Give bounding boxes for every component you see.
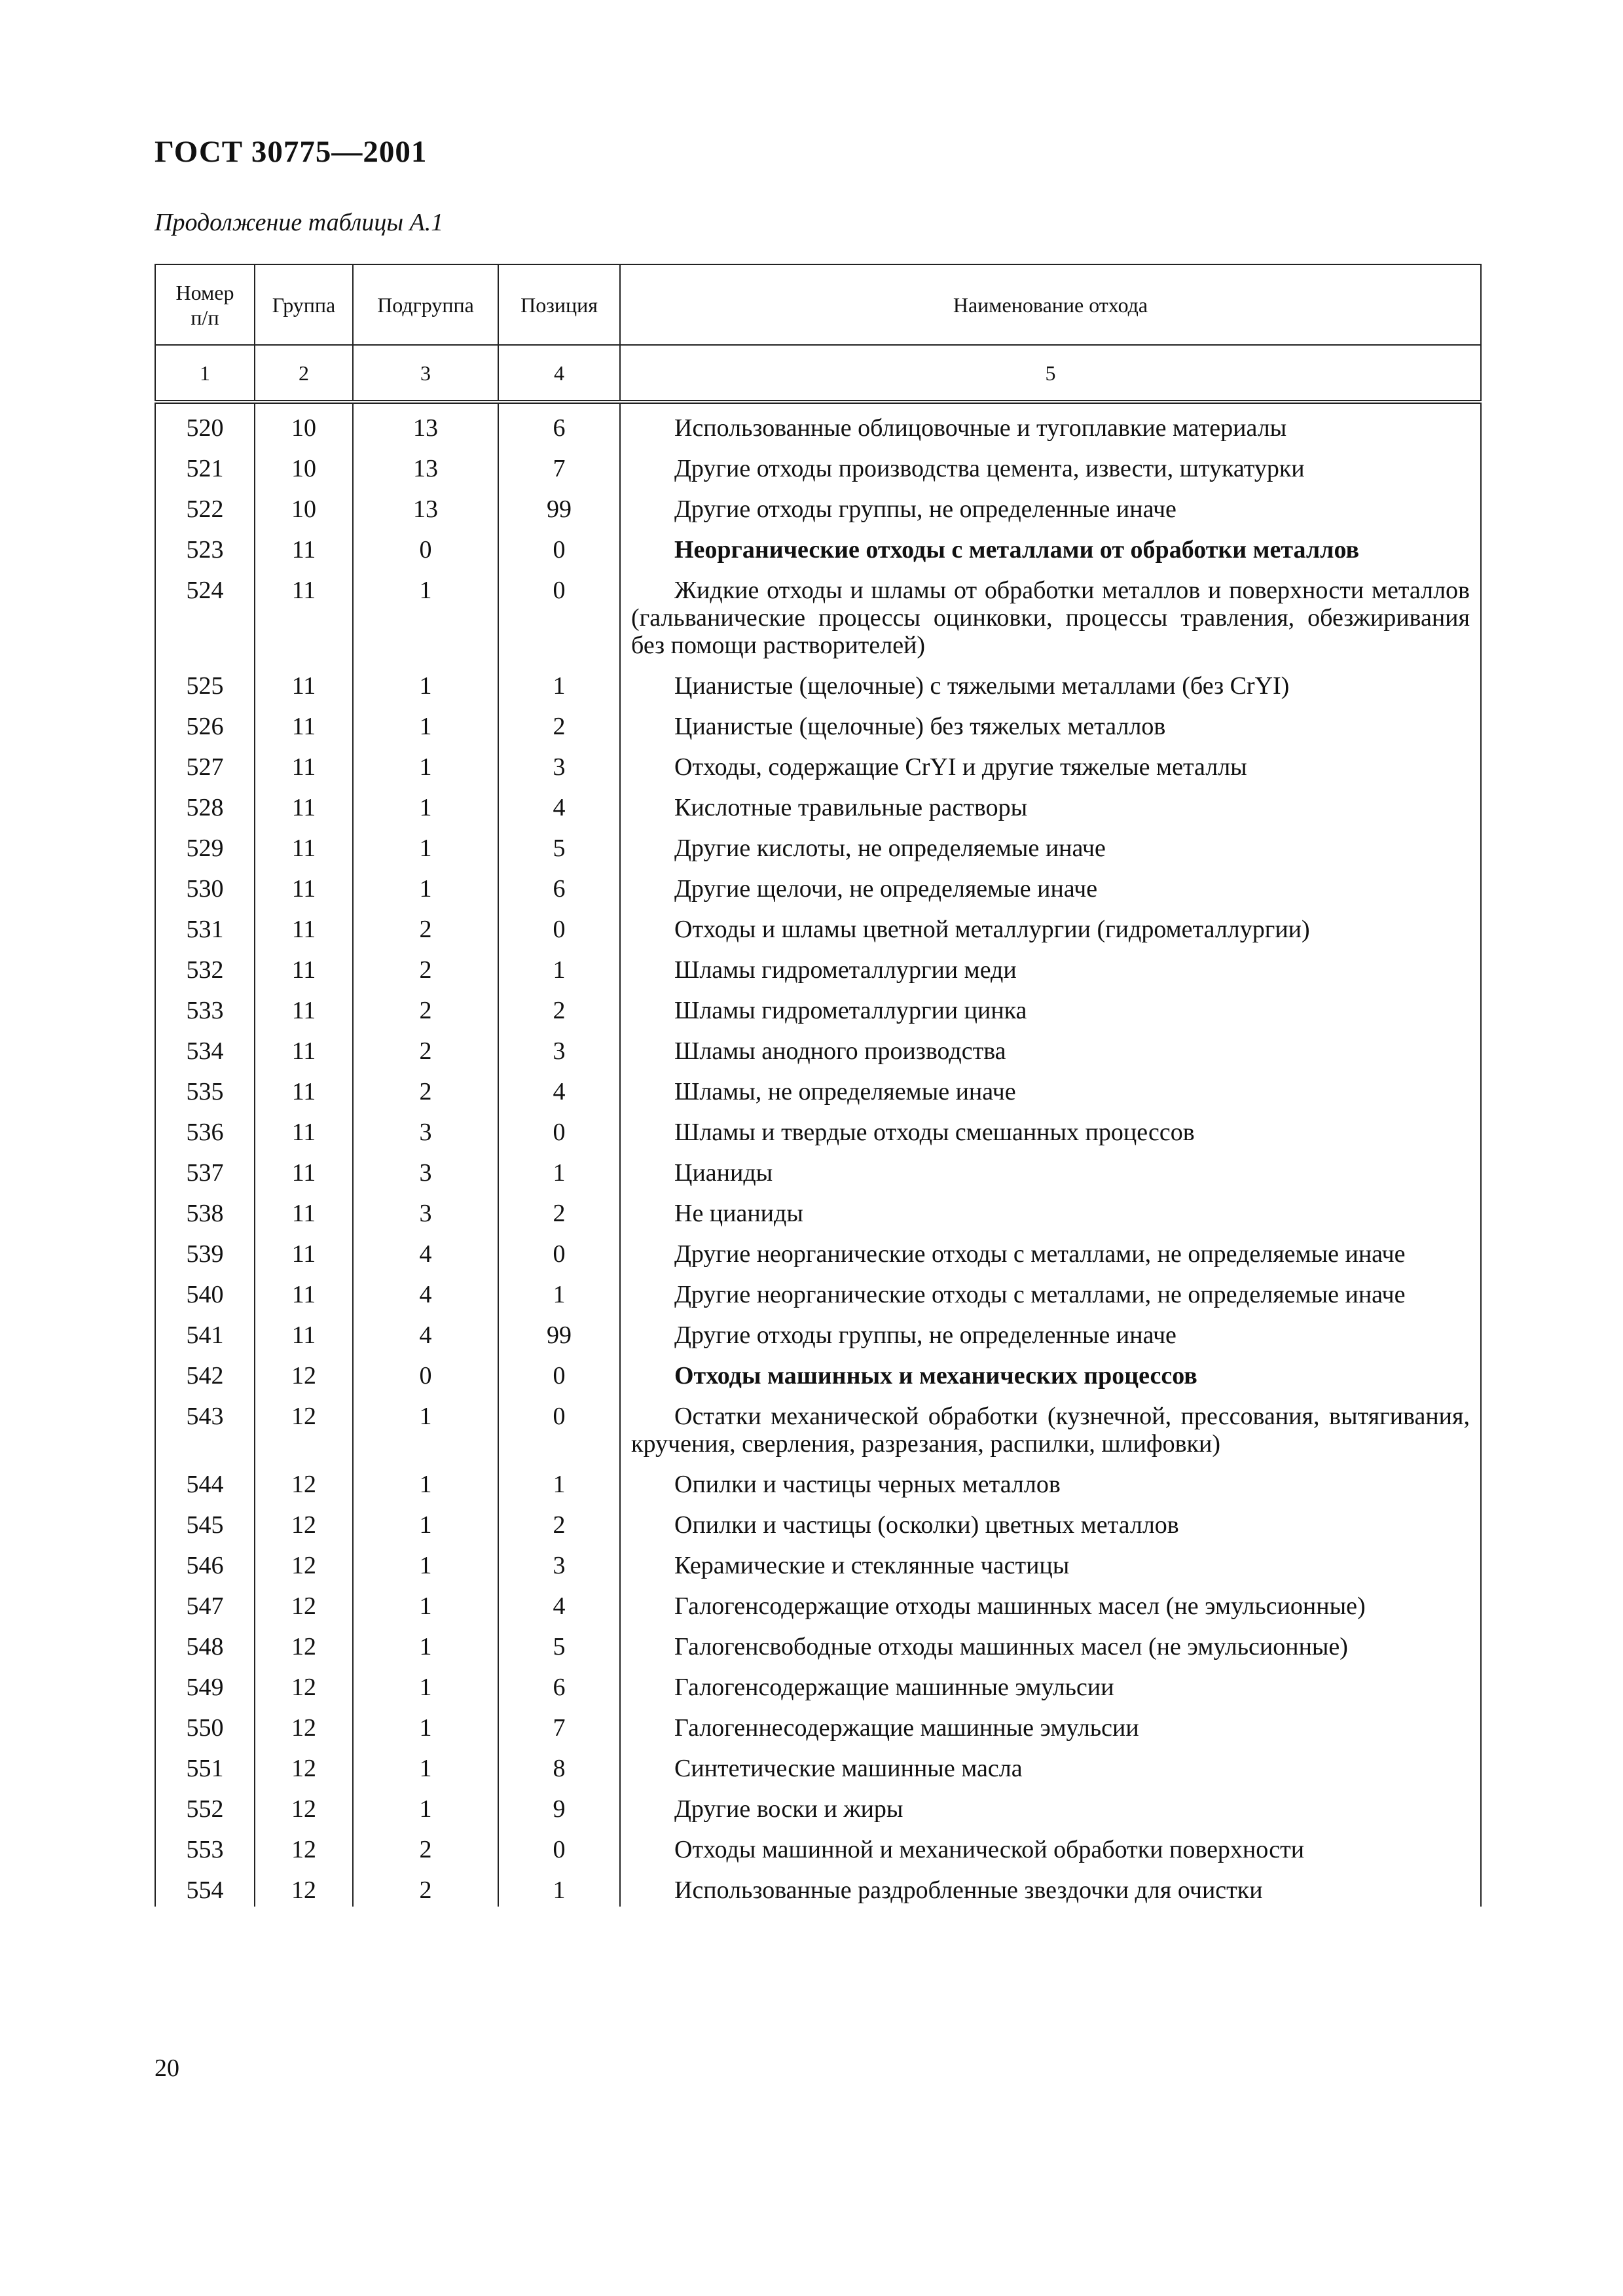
subgroup-cell: 4 <box>353 1270 498 1311</box>
group-cell: 11 <box>255 1270 353 1311</box>
position-cell: 99 <box>498 1311 620 1352</box>
row-number-cell: 530 <box>155 865 255 905</box>
table-row <box>155 1825 1481 1866</box>
subgroup-cell: 1 <box>353 662 498 702</box>
group-cell: 12 <box>255 1663 353 1704</box>
group-cell: 12 <box>255 1352 353 1392</box>
waste-name-cell: Кислотные травильные растворы <box>620 783 1481 824</box>
row-number-cell: 535 <box>155 1067 255 1108</box>
position-cell: 0 <box>498 905 620 946</box>
position-cell: 1 <box>498 1460 620 1501</box>
group-cell: 11 <box>255 1027 353 1067</box>
waste-name-cell: Цианиды <box>620 1149 1481 1189</box>
group-cell: 12 <box>255 1825 353 1866</box>
waste-name-cell: Неорганические отходы с металлами от обработки металлов <box>620 526 1481 566</box>
position-cell: 0 <box>498 1108 620 1149</box>
row-number-cell: 551 <box>155 1744 255 1785</box>
waste-name-cell: Другие неорганические отходы с металлами, не определяемые иначе <box>620 1230 1481 1270</box>
subgroup-cell: 0 <box>353 526 498 566</box>
column-number: 2 <box>255 345 353 402</box>
table-row <box>155 1582 1481 1623</box>
waste-name-cell: Синтетические машинные масла <box>620 1744 1481 1785</box>
waste-name-cell: Отходы и шламы цветной металлургии (гидрометаллургии) <box>620 905 1481 946</box>
position-cell: 6 <box>498 402 620 444</box>
waste-name-cell: Другие отходы производства цемента, извести, штукатурки <box>620 444 1481 485</box>
group-cell: 12 <box>255 1704 353 1744</box>
table-row <box>155 1785 1481 1825</box>
row-number-cell: 523 <box>155 526 255 566</box>
subgroup-cell: 3 <box>353 1108 498 1149</box>
position-cell: 2 <box>498 1189 620 1230</box>
column-header-subgroup: Подгруппа <box>353 264 498 345</box>
row-number-cell: 546 <box>155 1541 255 1582</box>
waste-name-cell: Остатки механической обработки (кузнечной, прессования, вытягивания, кручения, сверления, разрезания, распилки, шлифовки) <box>620 1392 1481 1460</box>
table-row <box>155 702 1481 743</box>
group-cell: 12 <box>255 1460 353 1501</box>
row-number-cell: 524 <box>155 566 255 662</box>
column-header-position: Позиция <box>498 264 620 345</box>
row-number-cell: 531 <box>155 905 255 946</box>
group-cell: 11 <box>255 1230 353 1270</box>
row-number-cell: 536 <box>155 1108 255 1149</box>
waste-name-cell: Шламы гидрометаллургии цинка <box>620 986 1481 1027</box>
table-row <box>155 743 1481 783</box>
group-cell: 11 <box>255 946 353 986</box>
table-row <box>155 1108 1481 1149</box>
waste-name-cell: Другие воски и жиры <box>620 1785 1481 1825</box>
subgroup-cell: 2 <box>353 986 498 1027</box>
column-header-group: Группа <box>255 264 353 345</box>
table-row <box>155 1866 1481 1907</box>
waste-name-cell: Отходы машинных и механических процессов <box>620 1352 1481 1392</box>
group-cell: 10 <box>255 402 353 444</box>
row-number-cell: 550 <box>155 1704 255 1744</box>
position-cell: 4 <box>498 1067 620 1108</box>
waste-name-cell: Другие неорганические отходы с металлами, не определяемые иначе <box>620 1270 1481 1311</box>
position-cell: 4 <box>498 783 620 824</box>
row-number-cell: 543 <box>155 1392 255 1460</box>
row-number-cell: 527 <box>155 743 255 783</box>
waste-name-cell: Другие отходы группы, не определенные иначе <box>620 485 1481 526</box>
table-row <box>155 1189 1481 1230</box>
column-header-number <box>155 264 255 345</box>
position-cell: 4 <box>498 1582 620 1623</box>
group-cell: 12 <box>255 1785 353 1825</box>
waste-name-cell: Шламы гидрометаллургии меди <box>620 946 1481 986</box>
group-cell: 11 <box>255 743 353 783</box>
position-cell: 2 <box>498 986 620 1027</box>
column-number: 3 <box>353 345 498 402</box>
subgroup-cell: 1 <box>353 1582 498 1623</box>
row-number-cell: 540 <box>155 1270 255 1311</box>
group-cell: 12 <box>255 1623 353 1663</box>
group-cell: 11 <box>255 1108 353 1149</box>
subgroup-cell: 2 <box>353 1027 498 1067</box>
subgroup-cell: 1 <box>353 1460 498 1501</box>
column-number: 4 <box>498 345 620 402</box>
subgroup-cell: 2 <box>353 1067 498 1108</box>
position-cell: 7 <box>498 444 620 485</box>
row-number-cell: 533 <box>155 986 255 1027</box>
table-row <box>155 485 1481 526</box>
group-cell: 11 <box>255 662 353 702</box>
table-row <box>155 905 1481 946</box>
table-body <box>155 402 1481 1907</box>
waste-name-cell: Использованные раздробленные звездочки для очистки <box>620 1866 1481 1907</box>
subgroup-cell: 1 <box>353 1704 498 1744</box>
position-cell: 9 <box>498 1785 620 1825</box>
group-cell: 12 <box>255 1541 353 1582</box>
subgroup-cell: 1 <box>353 566 498 662</box>
subgroup-cell: 2 <box>353 946 498 986</box>
subgroup-cell: 3 <box>353 1189 498 1230</box>
group-cell: 12 <box>255 1392 353 1460</box>
row-number-cell: 532 <box>155 946 255 986</box>
position-cell: 0 <box>498 1825 620 1866</box>
table-row <box>155 865 1481 905</box>
position-cell: 0 <box>498 1392 620 1460</box>
group-cell: 12 <box>255 1501 353 1541</box>
waste-name-cell: Отходы, содержащие CrYI и другие тяжелые металлы <box>620 743 1481 783</box>
table-row <box>155 1149 1481 1189</box>
subgroup-cell: 13 <box>353 444 498 485</box>
table-row <box>155 526 1481 566</box>
waste-name-cell: Другие отходы группы, не определенные иначе <box>620 1311 1481 1352</box>
subgroup-cell: 2 <box>353 1866 498 1907</box>
row-number-cell: 541 <box>155 1311 255 1352</box>
subgroup-cell: 0 <box>353 1352 498 1392</box>
waste-table <box>155 264 1482 1907</box>
table-row <box>155 1623 1481 1663</box>
subgroup-cell: 1 <box>353 1785 498 1825</box>
waste-name-cell: Отходы машинной и механической обработки поверхности <box>620 1825 1481 1866</box>
group-cell: 11 <box>255 1067 353 1108</box>
table-row <box>155 783 1481 824</box>
subgroup-cell: 1 <box>353 865 498 905</box>
position-cell: 6 <box>498 865 620 905</box>
position-cell: 99 <box>498 485 620 526</box>
waste-name-cell: Другие кислоты, не определяемые иначе <box>620 824 1481 865</box>
row-number-cell: 554 <box>155 1866 255 1907</box>
position-cell: 1 <box>498 1149 620 1189</box>
position-cell: 5 <box>498 1623 620 1663</box>
row-number-cell: 544 <box>155 1460 255 1501</box>
table-header-row <box>155 264 1481 345</box>
row-number-cell: 549 <box>155 1663 255 1704</box>
subgroup-cell: 1 <box>353 824 498 865</box>
position-cell: 3 <box>498 1027 620 1067</box>
position-cell: 1 <box>498 1270 620 1311</box>
subgroup-cell: 1 <box>353 1541 498 1582</box>
table-row <box>155 1027 1481 1067</box>
table-row <box>155 946 1481 986</box>
waste-table-container <box>155 264 1480 1907</box>
row-number-cell: 547 <box>155 1582 255 1623</box>
subgroup-cell: 2 <box>353 1825 498 1866</box>
group-cell: 12 <box>255 1582 353 1623</box>
position-cell: 2 <box>498 702 620 743</box>
subgroup-cell: 3 <box>353 1149 498 1189</box>
subgroup-cell: 1 <box>353 1392 498 1460</box>
table-row <box>155 1311 1481 1352</box>
column-header-number-label: Номер п/п <box>175 280 234 329</box>
waste-name-cell: Другие щелочи, не определяемые иначе <box>620 865 1481 905</box>
row-number-cell: 538 <box>155 1189 255 1230</box>
group-cell: 11 <box>255 1189 353 1230</box>
subgroup-cell: 1 <box>353 743 498 783</box>
table-caption: Продолжение таблицы А.1 <box>155 209 444 236</box>
position-cell: 1 <box>498 662 620 702</box>
document-title: ГОСТ 30775—2001 <box>155 135 428 169</box>
column-numbers-row <box>155 345 1481 402</box>
row-number-cell: 520 <box>155 402 255 444</box>
position-cell: 2 <box>498 1501 620 1541</box>
group-cell: 11 <box>255 865 353 905</box>
row-number-cell: 539 <box>155 1230 255 1270</box>
column-header-waste-name: Наименование отхода <box>620 264 1481 345</box>
group-cell: 10 <box>255 485 353 526</box>
waste-name-cell: Галогенсвободные отходы машинных масел (не эмульсионные) <box>620 1623 1481 1663</box>
column-number: 1 <box>155 345 255 402</box>
group-cell: 11 <box>255 1311 353 1352</box>
waste-name-cell: Галогенсодержащие машинные эмульсии <box>620 1663 1481 1704</box>
table-row <box>155 1270 1481 1311</box>
subgroup-cell: 1 <box>353 1744 498 1785</box>
position-cell: 3 <box>498 1541 620 1582</box>
row-number-cell: 552 <box>155 1785 255 1825</box>
table-row <box>155 1392 1481 1460</box>
table-row <box>155 1541 1481 1582</box>
waste-name-cell: Шламы, не определяемые иначе <box>620 1067 1481 1108</box>
row-number-cell: 545 <box>155 1501 255 1541</box>
waste-name-cell: Галогенсодержащие отходы машинных масел (не эмульсионные) <box>620 1582 1481 1623</box>
table-row <box>155 986 1481 1027</box>
position-cell: 0 <box>498 1230 620 1270</box>
table-row <box>155 1352 1481 1392</box>
position-cell: 8 <box>498 1744 620 1785</box>
group-cell: 11 <box>255 783 353 824</box>
position-cell: 1 <box>498 946 620 986</box>
row-number-cell: 537 <box>155 1149 255 1189</box>
position-cell: 5 <box>498 824 620 865</box>
group-cell: 11 <box>255 566 353 662</box>
table-row <box>155 824 1481 865</box>
row-number-cell: 542 <box>155 1352 255 1392</box>
table-row <box>155 1460 1481 1501</box>
waste-name-cell: Шламы и твердые отходы смешанных процессов <box>620 1108 1481 1149</box>
subgroup-cell: 2 <box>353 905 498 946</box>
position-cell: 3 <box>498 743 620 783</box>
row-number-cell: 529 <box>155 824 255 865</box>
row-number-cell: 528 <box>155 783 255 824</box>
group-cell: 11 <box>255 526 353 566</box>
table-row <box>155 1067 1481 1108</box>
waste-name-cell: Жидкие отходы и шламы от обработки металлов и поверхности металлов (гальванические процессы оцинковки, процессы травления, обезжиривания без помощи растворителей) <box>620 566 1481 662</box>
table-row <box>155 662 1481 702</box>
row-number-cell: 534 <box>155 1027 255 1067</box>
table-row <box>155 444 1481 485</box>
row-number-cell: 548 <box>155 1623 255 1663</box>
waste-name-cell: Не цианиды <box>620 1189 1481 1230</box>
subgroup-cell: 1 <box>353 783 498 824</box>
table-row <box>155 1744 1481 1785</box>
waste-name-cell: Опилки и частицы (осколки) цветных металлов <box>620 1501 1481 1541</box>
group-cell: 10 <box>255 444 353 485</box>
table-row <box>155 1230 1481 1270</box>
group-cell: 11 <box>255 824 353 865</box>
group-cell: 11 <box>255 905 353 946</box>
group-cell: 12 <box>255 1866 353 1907</box>
waste-name-cell: Галогеннесодержащие машинные эмульсии <box>620 1704 1481 1744</box>
column-number: 5 <box>620 345 1481 402</box>
position-cell: 0 <box>498 526 620 566</box>
row-number-cell: 553 <box>155 1825 255 1866</box>
waste-name-cell: Цианистые (щелочные) без тяжелых металлов <box>620 702 1481 743</box>
subgroup-cell: 4 <box>353 1230 498 1270</box>
group-cell: 11 <box>255 986 353 1027</box>
waste-name-cell: Цианистые (щелочные) с тяжелыми металлами (без CrYI) <box>620 662 1481 702</box>
table-row <box>155 566 1481 662</box>
subgroup-cell: 1 <box>353 702 498 743</box>
row-number-cell: 526 <box>155 702 255 743</box>
subgroup-cell: 4 <box>353 1311 498 1352</box>
table-row <box>155 1704 1481 1744</box>
page-number: 20 <box>155 2054 179 2082</box>
group-cell: 11 <box>255 702 353 743</box>
subgroup-cell: 1 <box>353 1501 498 1541</box>
table-row <box>155 1663 1481 1704</box>
position-cell: 7 <box>498 1704 620 1744</box>
group-cell: 12 <box>255 1744 353 1785</box>
waste-name-cell: Шламы анодного производства <box>620 1027 1481 1067</box>
subgroup-cell: 1 <box>353 1663 498 1704</box>
subgroup-cell: 13 <box>353 485 498 526</box>
subgroup-cell: 13 <box>353 402 498 444</box>
position-cell: 6 <box>498 1663 620 1704</box>
row-number-cell: 521 <box>155 444 255 485</box>
table-row <box>155 402 1481 444</box>
waste-name-cell: Керамические и стеклянные частицы <box>620 1541 1481 1582</box>
row-number-cell: 525 <box>155 662 255 702</box>
position-cell: 0 <box>498 1352 620 1392</box>
waste-name-cell: Использованные облицовочные и тугоплавкие материалы <box>620 402 1481 444</box>
group-cell: 11 <box>255 1149 353 1189</box>
waste-name-cell: Опилки и частицы черных металлов <box>620 1460 1481 1501</box>
subgroup-cell: 1 <box>353 1623 498 1663</box>
table-row <box>155 1501 1481 1541</box>
position-cell: 0 <box>498 566 620 662</box>
row-number-cell: 522 <box>155 485 255 526</box>
position-cell: 1 <box>498 1866 620 1907</box>
